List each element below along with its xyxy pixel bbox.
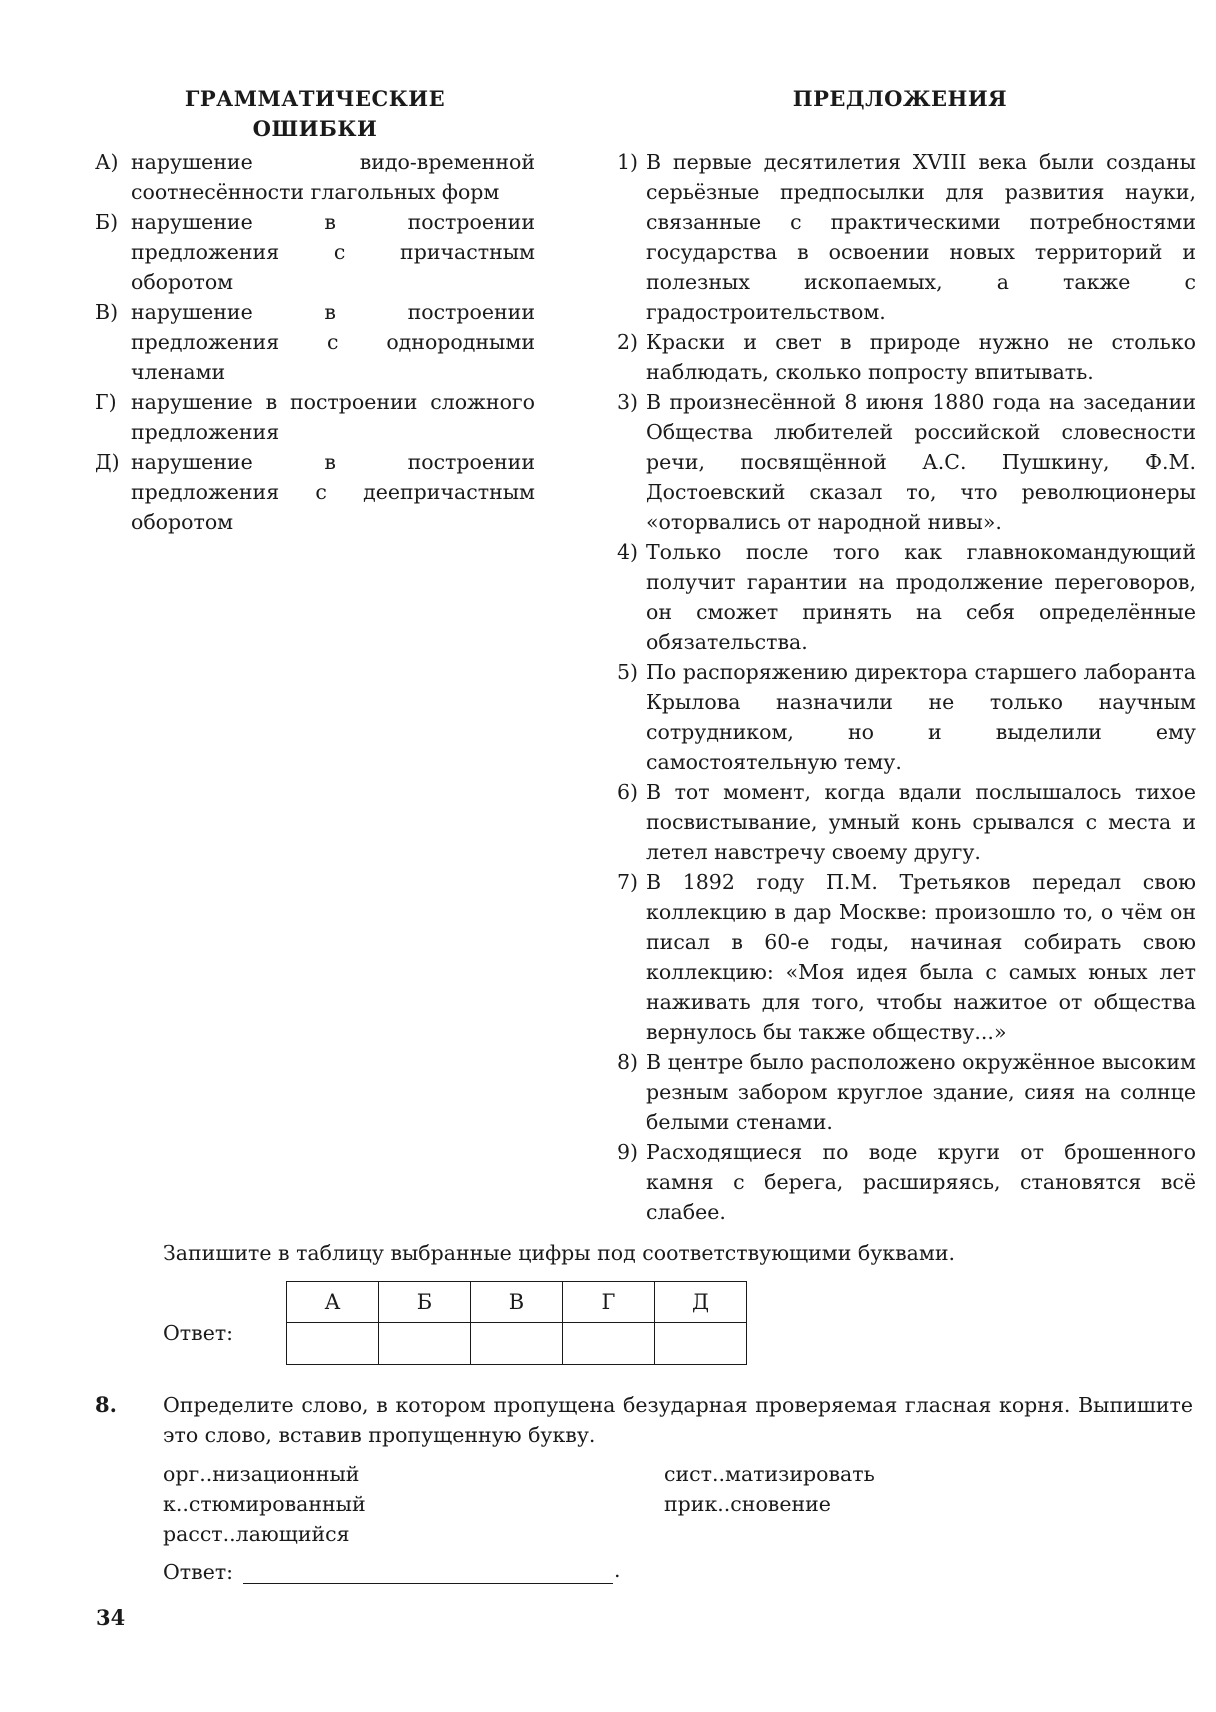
item-text: В первые десятилетия XVIII века были созданы серьёзные предпосылки для развития науки, связанные с практическими потребностями государства в освоении новых территорий и полезных ископаемых, а также с градостроительством. bbox=[646, 150, 1196, 324]
answer-cell[interactable] bbox=[379, 1323, 471, 1365]
list-item bbox=[601, 777, 1196, 867]
answer-table-header: А bbox=[287, 1282, 379, 1323]
list-item bbox=[95, 447, 535, 537]
item-label: Б) bbox=[95, 210, 119, 234]
item-label: 4) bbox=[616, 540, 638, 564]
list-item bbox=[601, 867, 1196, 1047]
list-item bbox=[601, 1047, 1196, 1137]
answer-cell[interactable] bbox=[655, 1323, 747, 1365]
answer-cell[interactable] bbox=[471, 1323, 563, 1365]
item-label: 5) bbox=[616, 660, 638, 684]
item-label: Г) bbox=[95, 390, 117, 414]
word-option: сист..матизировать bbox=[664, 1462, 875, 1486]
item-text: Расходящиеся по воде круги от брошенного камня с берега, расширяясь, становятся всё слабее. bbox=[646, 1140, 1196, 1224]
item-label: А) bbox=[95, 150, 119, 174]
item-text: В центре было расположено окружённое высоким резным забором круглое здание, сияя на солнце белыми стенами. bbox=[646, 1050, 1196, 1134]
word-option: орг..низационный bbox=[163, 1462, 360, 1486]
list-item bbox=[601, 387, 1196, 537]
answer-cell[interactable] bbox=[563, 1323, 655, 1365]
task-text: Определите слово, в котором пропущена безударная проверяемая гласная корня. Выпишите это слово, вставив пропущенную букву. bbox=[163, 1393, 1193, 1447]
item-text: нарушение в построении предложения с причастным оборотом bbox=[131, 210, 535, 294]
answer-table-header: В bbox=[471, 1282, 563, 1323]
item-label: 7) bbox=[616, 870, 638, 894]
item-text: нарушение в построении предложения с однородными членами bbox=[131, 300, 535, 384]
word-option: к..стюмированный bbox=[163, 1492, 366, 1516]
table-instruction: Запишите в таблицу выбранные цифры под соответствующими буквами. bbox=[163, 1241, 956, 1265]
item-text: Краски и свет в природе нужно не столько наблюдать, сколько попросту впитывать. bbox=[646, 330, 1196, 384]
word-option: расст..лающийся bbox=[163, 1522, 350, 1546]
list-item bbox=[95, 297, 535, 387]
word-option: прик..сновение bbox=[664, 1492, 831, 1516]
right-column-heading: ПРЕДЛОЖЕНИЯ bbox=[792, 86, 1008, 111]
item-text: По распоряжению директора старшего лаборанта Крылова назначили не только научным сотрудником, но и выделили ему самостоятельную тему. bbox=[646, 660, 1196, 774]
sentences-list bbox=[601, 147, 1196, 1227]
answer-cell[interactable] bbox=[287, 1323, 379, 1365]
item-label: 3) bbox=[616, 390, 638, 414]
list-item bbox=[601, 537, 1196, 657]
answer-end-dot: . bbox=[614, 1558, 621, 1582]
answer-table-value-row bbox=[287, 1323, 747, 1365]
left-heading-line1: ГРАММАТИЧЕСКИЕ bbox=[184, 86, 446, 111]
item-label: 8) bbox=[616, 1050, 638, 1074]
list-item bbox=[601, 657, 1196, 777]
error-types-list bbox=[95, 147, 535, 537]
item-label: Д) bbox=[95, 450, 120, 474]
item-text: нарушение видо-временной соотнесённости глагольных форм bbox=[131, 150, 535, 204]
left-heading-line2: ОШИБКИ bbox=[252, 116, 378, 141]
item-text: В тот момент, когда вдали послышалось тихое посвистывание, умный конь срывался с места и летел навстречу своему другу. bbox=[646, 780, 1196, 864]
answer-table bbox=[286, 1281, 747, 1365]
left-column-heading bbox=[150, 84, 480, 144]
item-label: 1) bbox=[616, 150, 638, 174]
task-answer-field[interactable] bbox=[243, 1582, 613, 1584]
item-text: Только после того как главнокомандующий получит гарантии на продолжение переговоров, он сможет принять на себя определённые обязательства. bbox=[646, 540, 1196, 654]
answer-table-label: Ответ: bbox=[163, 1321, 234, 1345]
item-label: 2) bbox=[616, 330, 638, 354]
page-number: 34 bbox=[96, 1605, 126, 1630]
answer-table-header-row bbox=[287, 1282, 747, 1323]
list-item bbox=[95, 147, 535, 207]
task-answer-label: Ответ: bbox=[163, 1560, 234, 1584]
item-label: 9) bbox=[616, 1140, 638, 1164]
item-text: нарушение в построении предложения с деепричастным оборотом bbox=[131, 450, 535, 534]
item-label: В) bbox=[95, 300, 119, 324]
answer-table-header: Д bbox=[655, 1282, 747, 1323]
list-item bbox=[601, 1137, 1196, 1227]
list-item bbox=[95, 387, 535, 447]
list-item bbox=[601, 147, 1196, 327]
item-label: 6) bbox=[616, 780, 638, 804]
item-text: нарушение в построении сложного предложения bbox=[131, 390, 535, 444]
item-text: В 1892 году П.М. Третьяков передал свою коллекцию в дар Москве: произошло то, о чём он писал в 60-е годы, начиная собирать свою коллекцию: «Моя идея была с самых юных лет наживать для того, чтобы нажитое от общества вернулось бы также обществу...» bbox=[646, 870, 1196, 1044]
item-text: В произнесённой 8 июня 1880 года на заседании Общества любителей российской словесности речи, посвящённой А.С. Пушкину, Ф.М. Достоевский сказал то, что революционеры «оторвались от народной нивы». bbox=[646, 390, 1196, 534]
task-number: 8. bbox=[95, 1392, 117, 1417]
list-item bbox=[95, 207, 535, 297]
answer-table-header: Б bbox=[379, 1282, 471, 1323]
list-item bbox=[601, 327, 1196, 387]
answer-table-header: Г bbox=[563, 1282, 655, 1323]
